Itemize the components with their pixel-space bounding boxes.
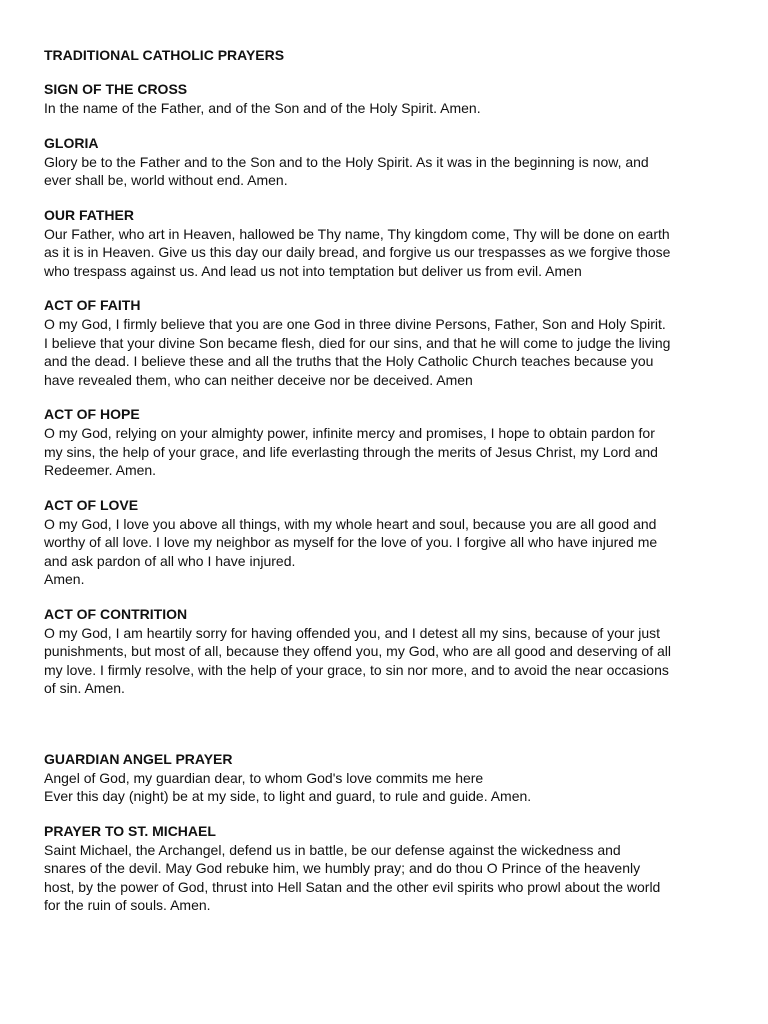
prayer-text-line: and the dead. I believe these and all the truths that the Holy Catholic Church teaches because you: [44, 353, 654, 369]
prayer-heading: ACT OF HOPE: [44, 406, 140, 422]
prayer-text-line: O my God, I love you above all things, with my whole heart and soul, because you are all good and: [44, 515, 657, 532]
prayer-text-line: punishments, but most of all, because they offend you, my God, who are all good and deserving of all: [44, 643, 672, 659]
prayer-section: [44, 296, 734, 389]
prayer-text-line: my love. I firmly resolve, with the help of your grace, to sin nor more, and to avoid the near occasions: [44, 661, 669, 678]
prayer-text-line: O my God, I am heartily sorry for having offended you, and I detest all my sins, because of your just: [44, 624, 661, 641]
prayer-text-line: worthy of all love. I love my neighbor as myself for the love of you. I forgive all who have injured me: [44, 534, 658, 550]
prayer-text-line: for the ruin of souls. Amen.: [44, 897, 211, 913]
prayer-text-line: have revealed them, who can neither deceive nor be deceived. Amen: [44, 371, 473, 388]
prayer-text-line: Ever this day (night) be at my side, to light and guard, to rule and guide. Amen.: [44, 788, 532, 804]
prayer-text-line: of sin. Amen.: [44, 680, 125, 696]
prayer-text-line: I believe that your divine Son became flesh, died for our sins, and that he will come to judge the living: [44, 334, 671, 351]
prayer-text-line: O my God, I firmly believe that you are one God in three divine Persons, Father, Son and Holy Spirit.: [44, 316, 666, 332]
prayer-text-line: who trespass against us. And lead us not into temptation but deliver us from evil. Amen: [44, 262, 582, 279]
prayer-sections: [44, 80, 734, 915]
prayer-text-line: Our Father, who art in Heaven, hallowed be Thy name, Thy kingdom come, Thy will be done on earth: [44, 225, 670, 242]
prayer-text-line: In the name of the Father, and of the Son and of the Holy Spirit. Amen.: [44, 100, 481, 116]
prayer-section: [44, 750, 734, 806]
prayer-text-line: Glory be to the Father and to the Son and to the Holy Spirit. As it was in the beginning is now, and: [44, 153, 649, 170]
prayer-text-line: O my God, relying on your almighty power, infinite mercy and promises, I hope to obtain pardon for: [44, 425, 655, 441]
prayer-heading: ACT OF CONTRITION: [44, 605, 188, 622]
prayer-section: [44, 496, 734, 589]
prayer-text-line: Saint Michael, the Archangel, defend us in battle, be our defense against the wickedness and: [44, 841, 621, 858]
prayer-heading: GLORIA: [44, 134, 99, 151]
prayer-text-line: Amen.: [44, 571, 85, 587]
document-title: TRADITIONAL CATHOLIC PRAYERS: [44, 47, 285, 63]
prayer-text-line: Angel of God, my guardian dear, to whom God's love commits me here: [44, 769, 484, 786]
prayer-text-line: my sins, the help of your grace, and life everlasting through the merits of Jesus Christ, my Lord and: [44, 443, 658, 460]
prayer-heading: GUARDIAN ANGEL PRAYER: [44, 750, 233, 767]
prayer-heading: SIGN OF THE CROSS: [44, 81, 188, 97]
prayer-section: [44, 405, 734, 480]
prayer-section: [44, 134, 734, 190]
prayer-heading: PRAYER TO ST. MICHAEL: [44, 822, 216, 839]
prayer-text-line: Redeemer. Amen.: [44, 462, 157, 478]
prayer-text-line: ever shall be, world without end. Amen.: [44, 172, 288, 188]
prayer-text-line: host, by the power of God, thrust into Hell Satan and the other evil spirits who prowl about the world: [44, 878, 661, 895]
prayer-text-line: snares of the devil. May God rebuke him, we humbly pray; and do thou O Prince of the heavenly: [44, 860, 641, 876]
prayer-section: [44, 605, 734, 698]
document-page: [44, 46, 734, 931]
prayer-text-line: and ask pardon of all who I have injured.: [44, 552, 296, 569]
prayer-section: [44, 206, 734, 281]
prayer-section: [44, 80, 734, 118]
prayer-heading: OUR FATHER: [44, 206, 134, 223]
prayer-heading: ACT OF FAITH: [44, 297, 141, 313]
prayer-heading: ACT OF LOVE: [44, 496, 139, 513]
prayer-text-line: as it is in Heaven. Give us this day our daily bread, and forgive us our trespasses as we forgive those: [44, 244, 671, 260]
prayer-section: [44, 822, 734, 915]
